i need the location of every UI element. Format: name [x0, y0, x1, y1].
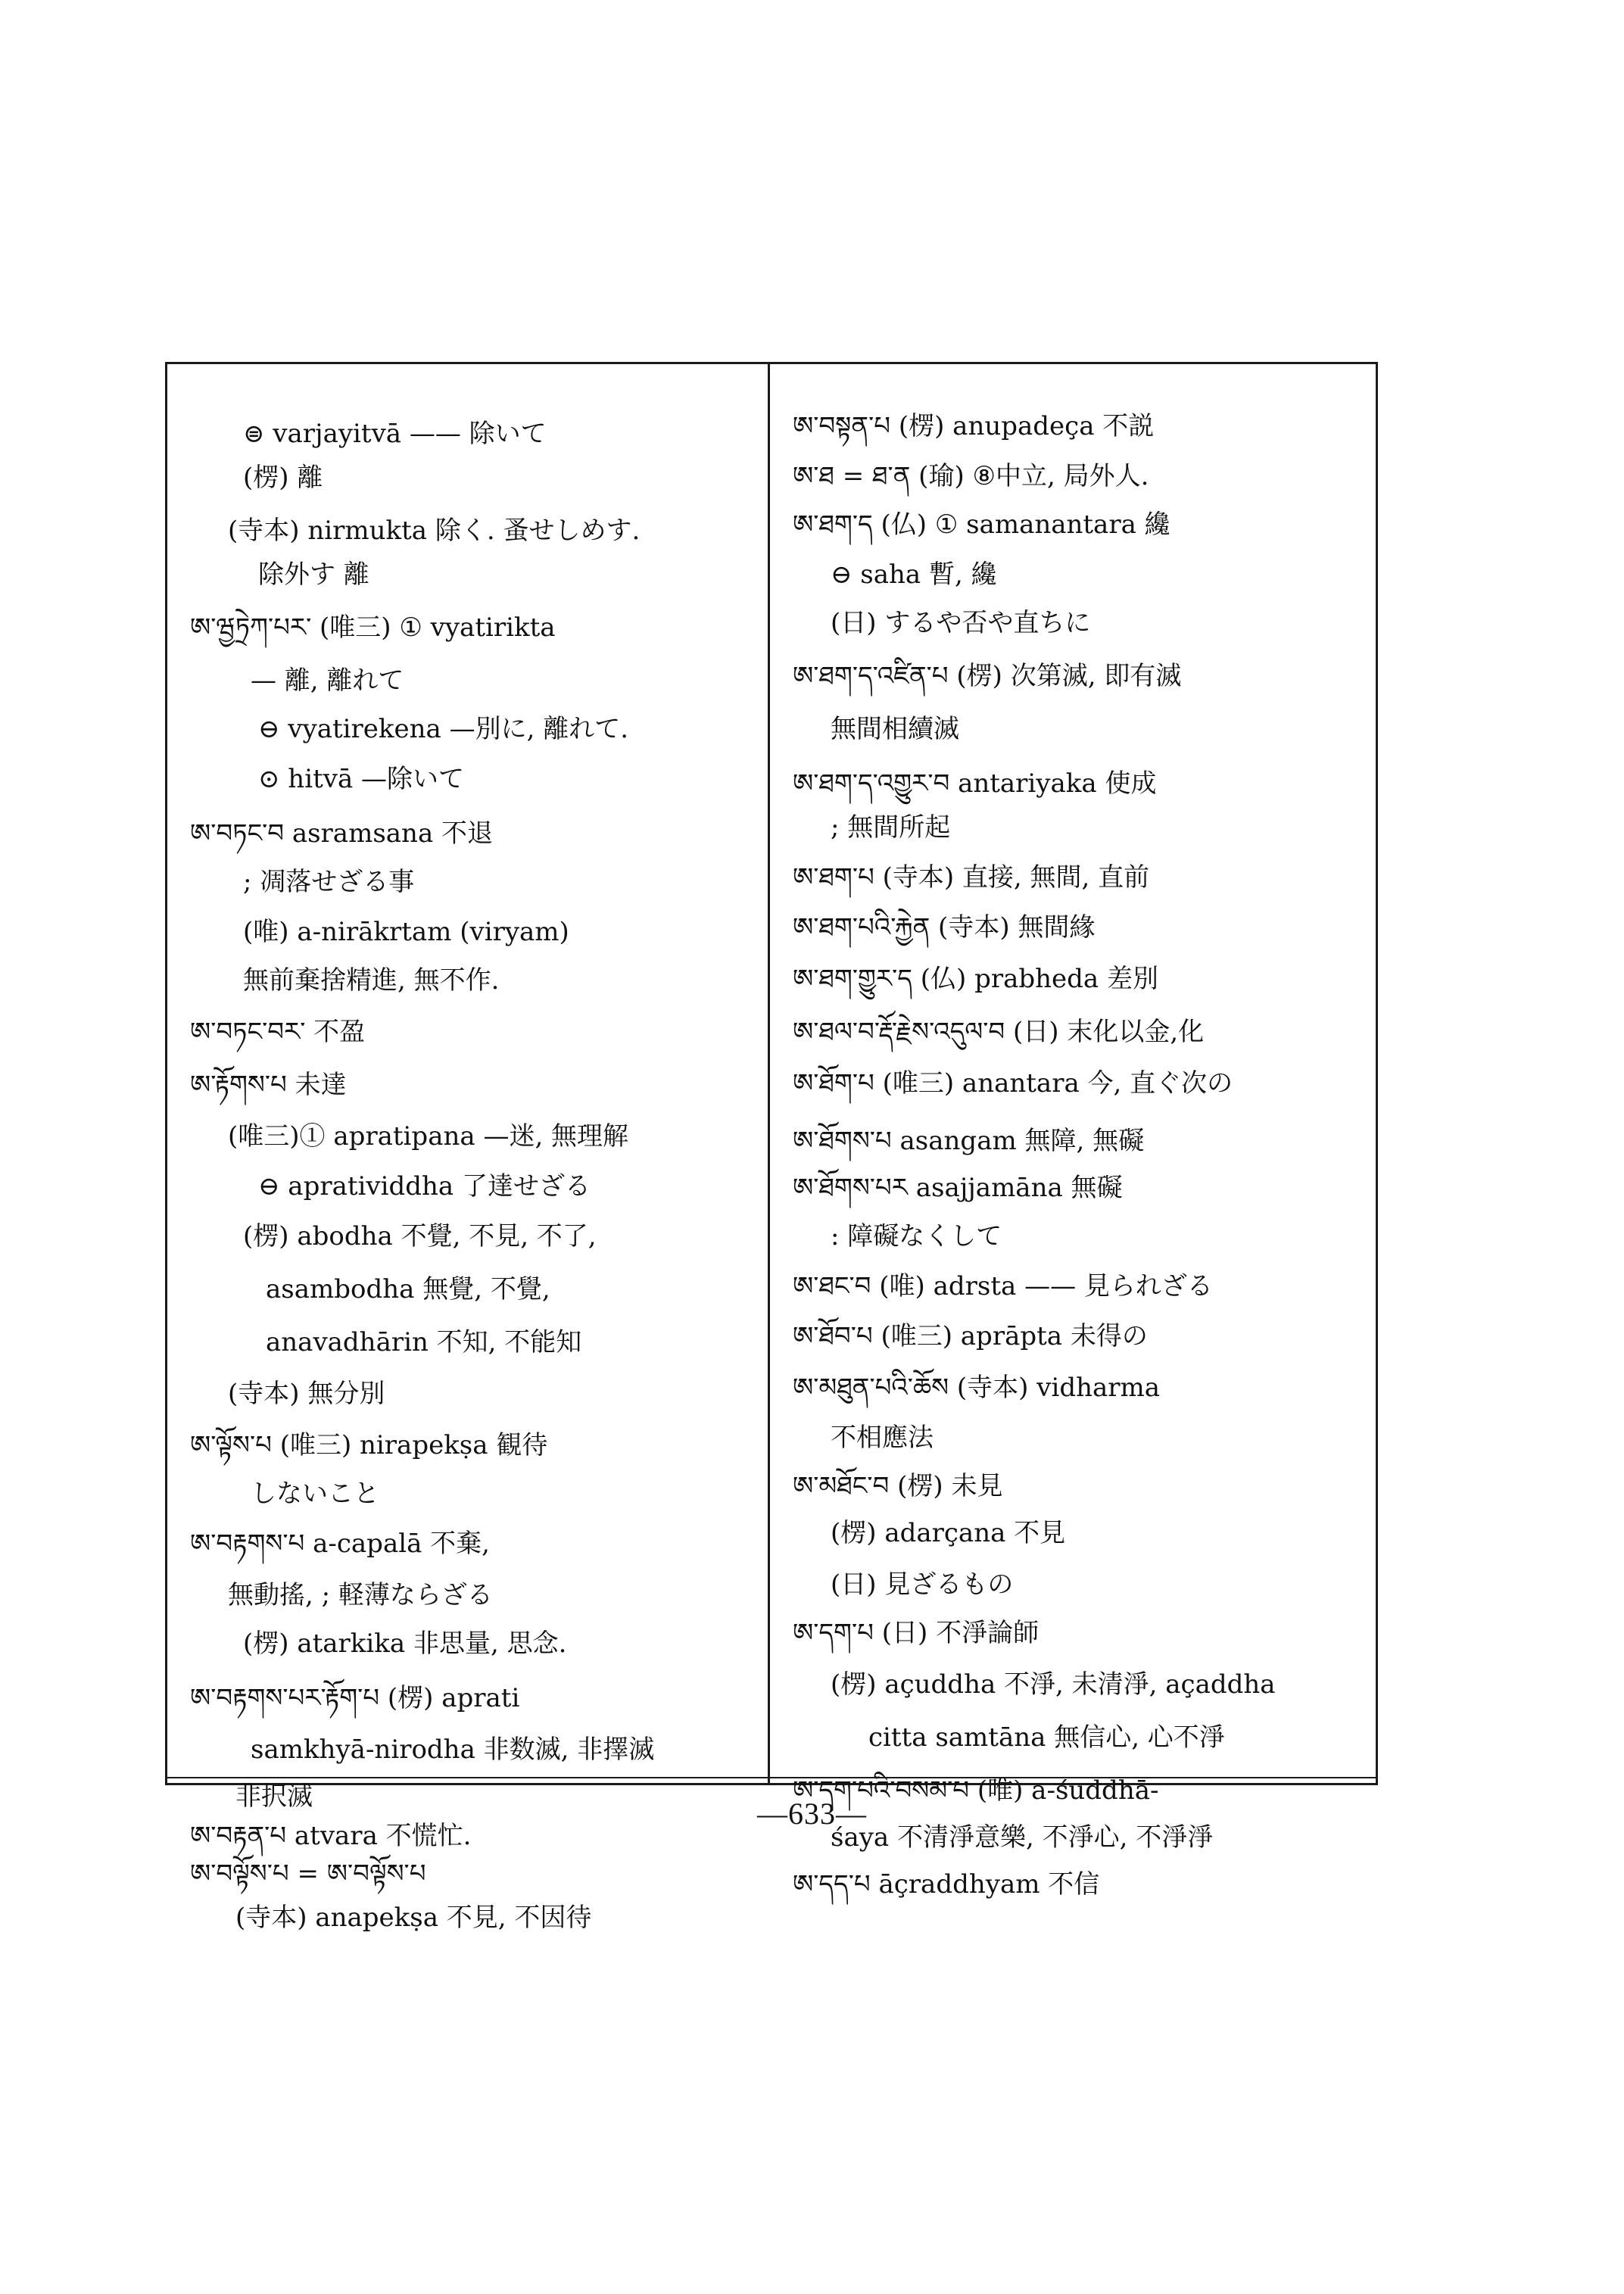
page-number: —633— [757, 1797, 867, 1831]
right-entry-line: ཨ་ཐག་པ (寺本) 直接, 無間, 直前 [793, 862, 1150, 893]
right-entry-line: 不相應法 [831, 1423, 934, 1453]
left-entry-line: ; 凋落せざる事 [243, 867, 415, 897]
right-entry-line: ཨ་ཐང་བ (唯) adrsta —— 見られざる [793, 1271, 1213, 1301]
right-entry-line: ཨ་ཐོགས་པར asajjamāna 無礙 [793, 1173, 1123, 1203]
right-entry-line: ཨ་ཐག་ད་འཛིན་པ (楞) 次第滅, 即有滅 [793, 661, 1182, 691]
left-entry-line: anavadhārin 不知, 不能知 [266, 1327, 582, 1357]
left-entry-line: ཨ་ཝྱཏྲེཀ་པར་ (唯三) ① vyatirikta [190, 612, 556, 643]
right-entry-line: ཨ་བསྟན་པ (楞) anupadeça 不説 [793, 411, 1155, 441]
right-entry-line: ཨ་ཐག་ད་འགྱུར་བ antariyaka 使成 [793, 768, 1157, 799]
right-entry-line: ཨ་ཐོབ་པ (唯三) aprāpta 未得の [793, 1321, 1148, 1351]
right-entry-line: (楞) adarçana 不見 [831, 1518, 1066, 1548]
left-entry-line: (楞) atarkika 非思量, 思念. [243, 1629, 567, 1659]
left-entry-line: しないこと [251, 1479, 379, 1509]
left-entry-line: ⊙ hitvā —除いて [258, 764, 465, 794]
right-entry-line: ཨ་མཐོང་བ (楞) 未見 [793, 1471, 1003, 1501]
right-entry-line: ཨ་མཐུན་པའི་ཆོས (寺本) vidharma [793, 1373, 1161, 1403]
left-entry-line: samkhyā-nirodha 非数滅, 非擇滅 [251, 1735, 655, 1765]
right-entry-line: (楞) açuddha 不淨, 未清淨, açaddha [831, 1669, 1276, 1700]
right-entry-line: ཨ་ཐ = ཐ་ན (瑜) ⑧中立, 局外人. [793, 461, 1149, 491]
left-entry-line: (唯) a-nirākrtam (viryam) [243, 917, 569, 947]
left-entry-line: 無動搖, ; 軽薄ならざる [228, 1580, 493, 1610]
left-entry-line: ⊜ varjayitvā —— 除いて [243, 419, 547, 449]
right-entry-line: citta samtāna 無信心, 心不淨 [868, 1722, 1225, 1753]
left-entry-line: — 離, 離れて [251, 665, 404, 696]
left-entry-line: ⊖ vyatirekena —別に, 離れて. [258, 714, 629, 744]
left-column [167, 364, 765, 1933]
right-entry-line: śaya 不清淨意樂, 不淨心, 不淨淨 [831, 1822, 1214, 1853]
left-entry-line: ⊖ apratividdha 了達せざる [258, 1171, 591, 1202]
right-entry-line: ཨ་ཐག་པའི་རྐྱེན (寺本) 無間緣 [793, 912, 1096, 943]
left-entry-line: (楞) 離 [243, 463, 323, 493]
left-entry-line: ཨ་བརྟགས་པར་རྟོག་པ (楞) aprati [190, 1683, 520, 1713]
left-entry-line: (寺本) nirmukta 除く. 蚤せしめす. [228, 516, 641, 546]
left-entry-line: ཨ་བཏང་བ asramsana 不退 [190, 818, 494, 849]
right-entry-line: ཨ་ཐོག་པ (唯三) anantara 今, 直ぐ次の [793, 1068, 1233, 1099]
left-entry-line: asambodha 無覺, 不覺, [266, 1274, 550, 1304]
left-entry-line: ཨ་ལྟོས་པ (唯三) nirapekṣa 観待 [190, 1430, 548, 1460]
left-entry-line: ཨ་བརྟན་པ atvara 不慌忙. [190, 1821, 472, 1851]
left-entry-line: (寺本) anapekṣa 不見, 不因待 [235, 1903, 592, 1933]
right-entry-line: ; 無間所起 [831, 812, 951, 843]
right-entry-line: ཨ་དག་པའི་བསམ་པ (唯) a-śuddhā- [793, 1775, 1159, 1806]
right-entry-line: ཨ་དག་པ (日) 不淨論師 [793, 1618, 1040, 1648]
left-entry-line: (楞) abodha 不覺, 不見, 不了, [243, 1221, 597, 1251]
right-entry-line: ཨ་ཐོགས་པ asangam 無障, 無礙 [793, 1126, 1145, 1156]
right-entry-line: (日) するや否や直ちに [831, 608, 1091, 638]
right-entry-line: ཨ་དད་པ āçraddhyam 不信 [793, 1869, 1100, 1900]
left-entry-line: (寺本) 無分別 [228, 1379, 385, 1409]
left-entry-line: (唯三)① apratipana —迷, 無理解 [228, 1121, 629, 1152]
left-entry-line: ཨ་བལྟོས་པ = ཨ་བལྟོས་པ [190, 1859, 426, 1889]
right-entry-line: (日) 見ざるもの [831, 1569, 1014, 1600]
left-entry-line: ཨ་བཏང་བར་ 不盈 [190, 1017, 366, 1047]
right-entry-line: 無間相續滅 [831, 714, 959, 744]
left-entry-line: 非択滅 [235, 1781, 313, 1812]
left-entry-line: 無前棄捨精進, 無不作. [243, 965, 500, 996]
left-entry-line: ཨ་བརྟགས་པ a-capalā 不棄, [190, 1529, 490, 1559]
right-entry-line: ཨ་ཐལ་བ་རྡོ་རྗེས་འདུལ་བ (日) 末化以金,化 [793, 1017, 1205, 1047]
left-entry-line: 除外す 離 [258, 559, 369, 590]
right-entry-line: ⊖ saha 暫, 纔 [831, 559, 997, 590]
right-entry-line: ཨ་ཐག་གྱུར་ད (仏) prabheda 差別 [793, 964, 1158, 994]
right-entry-line: : 障礙なくして [831, 1221, 1002, 1251]
left-entry-line: ཨ་རྟོགས་པ 未達 [190, 1070, 347, 1100]
right-entry-line: ཨ་ཐག་ད (仏) ① samanantara 纔 [793, 510, 1170, 540]
